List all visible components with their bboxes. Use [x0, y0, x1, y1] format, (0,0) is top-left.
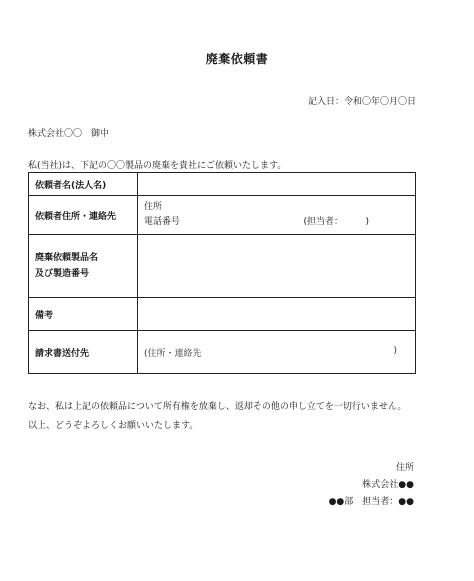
- document-title: 廃棄依頼書: [205, 52, 269, 66]
- address-prefix: 住所: [144, 202, 163, 212]
- intro-text: 私(当社)は、下記の〇〇製品の廃棄を貴社にご依頼いたします。: [28, 161, 287, 171]
- billing-label: 請求書送付先: [29, 331, 138, 374]
- entry-date: 記入日：令和〇年〇月〇日: [307, 97, 416, 107]
- sender-department-person: ●●部 担当者：●●: [328, 497, 414, 507]
- requester-address-label: 依頼者住所・連絡先: [29, 196, 138, 235]
- sender-company: 株式会社●●: [362, 480, 414, 490]
- requester-name-field[interactable]: [138, 173, 416, 196]
- request-form-table: [28, 172, 416, 374]
- table-row: [29, 298, 416, 331]
- notes-field[interactable]: [138, 298, 416, 331]
- product-field[interactable]: [138, 235, 416, 298]
- sender-address: 住所: [395, 463, 414, 473]
- product-label-line1: 廃棄依頼製品名: [35, 253, 99, 263]
- billing-close: ): [393, 345, 397, 356]
- billing-field[interactable]: [138, 331, 416, 374]
- requester-name-label: 依頼者名(法人名): [29, 173, 138, 196]
- product-label-line2: 及び製造番号: [35, 269, 90, 279]
- billing-placeholder: (住所・連絡先: [144, 348, 202, 359]
- phone-prefix: 電話番号: [144, 217, 181, 227]
- notes-label: 備考: [29, 298, 138, 331]
- closing-line-2: 以上、どうぞよろしくお願いいたします。: [28, 421, 199, 431]
- product-label: [29, 235, 138, 298]
- closing-line-1: なお、私は上記の依頼品について所有権を放棄し、返却その他の申し立てを一切行いません。: [28, 402, 407, 412]
- requester-address-field[interactable]: [138, 196, 416, 235]
- sender-block: [329, 460, 414, 511]
- table-row: [29, 331, 416, 374]
- table-row: [29, 235, 416, 298]
- recipient: 株式会社〇〇 御中: [28, 129, 110, 139]
- table-row: [29, 196, 416, 235]
- person-in-charge: (担当者： ): [303, 217, 369, 227]
- table-row: [29, 173, 416, 196]
- closing-text: [28, 398, 406, 436]
